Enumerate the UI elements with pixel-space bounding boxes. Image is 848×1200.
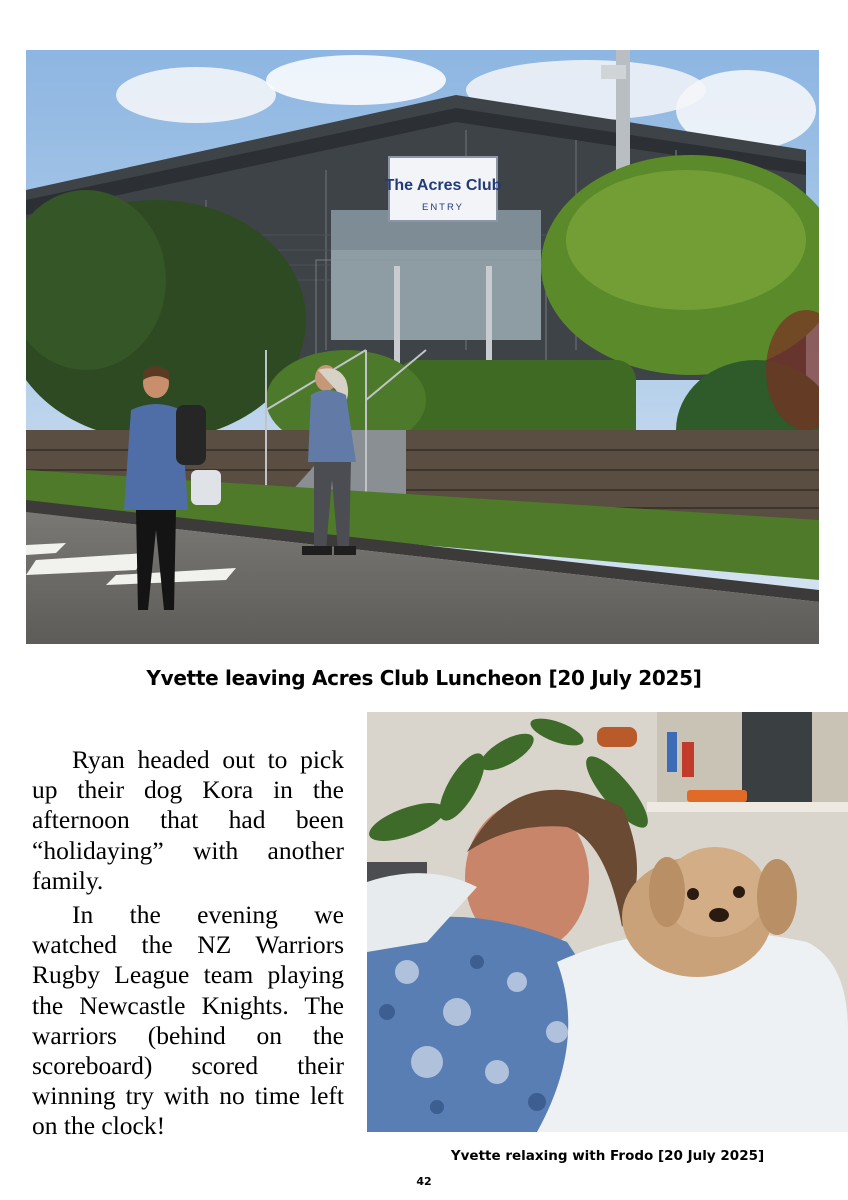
- page-number: 42: [416, 1175, 432, 1188]
- paragraph-2: In the evening we watched the NZ Warriors Rugby League team playing the Newcastle Knights. The warriors (behind on the scoreboard) scored their winning try with no time left on the clock!: [32, 900, 344, 1141]
- sign-title: The Acres Club: [384, 177, 502, 194]
- top-photo-caption: Yvette leaving Acres Club Luncheon [20 July 2025]: [146, 666, 702, 690]
- article-body: [32, 745, 344, 1146]
- paragraph-1: Ryan headed out to pick up their dog Kora in the afternoon that had been “holidaying” with another family.: [32, 745, 344, 895]
- bottom-photo-caption: Yvette relaxing with Frodo [20 July 2025]: [450, 1148, 765, 1164]
- sign-subtitle: ENTRY: [421, 202, 465, 213]
- acres-club-photo: [26, 50, 819, 644]
- yvette-frodo-photo: [367, 712, 848, 1132]
